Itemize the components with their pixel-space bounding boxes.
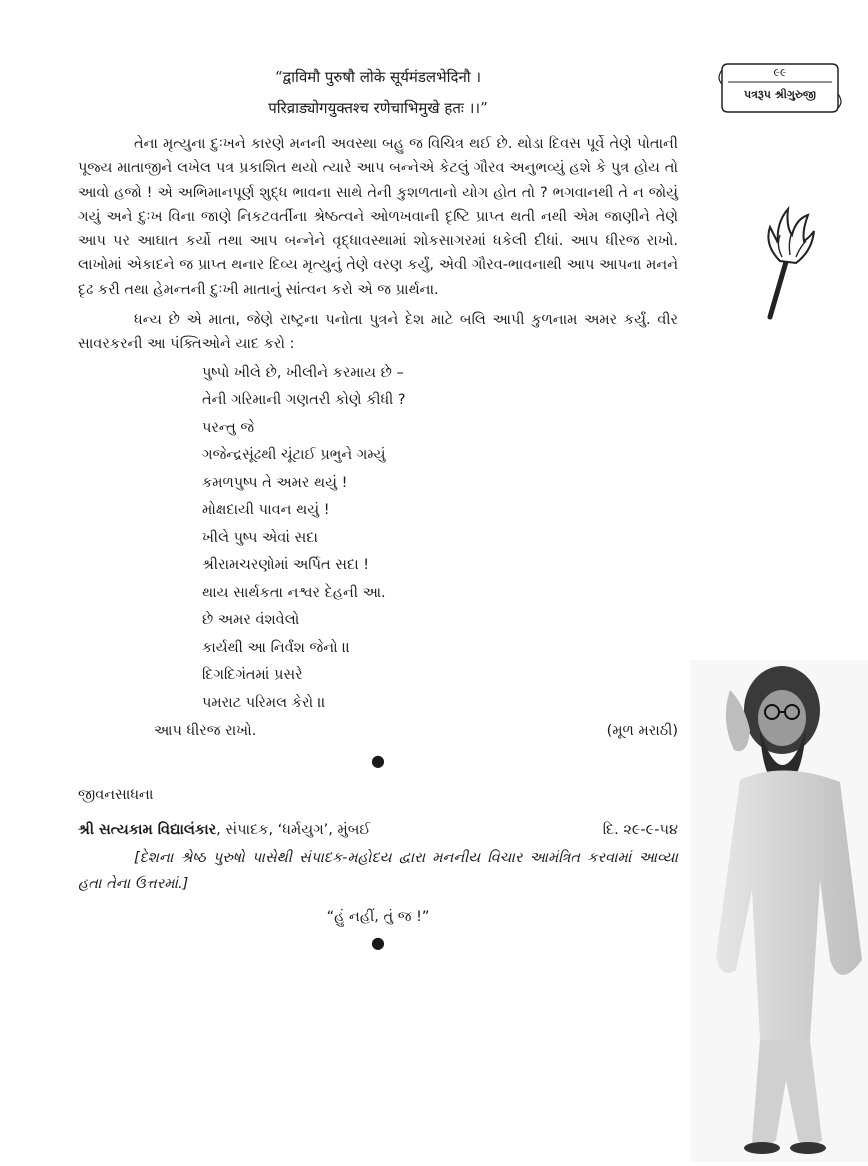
poem-line: પુષ્પો ખીલે છે, ખીલીને કરમાય છે – <box>202 364 404 381</box>
recipient-role: , સંપાદક, ‘ધર્મયુગ’, મુંબઈ <box>216 822 371 839</box>
torch-icon <box>758 205 818 325</box>
poem-line: ગજેન્દ્રસૂંઢથી ચૂંટાઈ પ્રભુને ગમ્યું <box>202 447 386 464</box>
poem-line: મોક્ષદાયી પાવન થયું ! <box>202 502 330 519</box>
poem-line: છે અમર વંશવેલો <box>202 612 300 629</box>
poem-line: તેની ગરિમાની ગણતરી કોણે કીધી ? <box>202 392 406 409</box>
page-header-scroll <box>718 58 842 118</box>
closing-text: આપ ધીરજ રાખો. <box>154 723 257 740</box>
poem-line: થાય સાર્થકતા નશ્વર દેહની આ. <box>202 584 386 601</box>
poem-line: કમળપુષ્પ તે અમર થયું ! <box>202 474 348 491</box>
poem-line: પમરાટ પરિમલ કેરો ।। <box>202 694 326 711</box>
poem-line: ખીલે પુષ્પ એવાં સદા <box>202 529 318 546</box>
poem-line: શ્રીરામચરણોમાં અર્પિત સદા ! <box>202 557 370 574</box>
sanskrit-verse-line: “द्वाविमौ पुरुषौ लोके सूर्यमंडलभेदिनौ । <box>274 68 482 86</box>
letter-date: દિ. ૨૯-૯-૫૪ <box>602 822 678 839</box>
closing-line <box>78 719 678 743</box>
paragraph: ધન્ય છે એ માતા, જેણે રાષ્ટ્રના પનોતા પુત્રને દેશ માટે બલિ આપી કુળનામ અમર કર્યું. વીર સાવરકરની આ પંક્તિઓને યાદ કરો : <box>78 312 678 353</box>
recipient-name: શ્રી સત્યકામ વિદ્યાલંકાર <box>78 822 217 839</box>
editorial-note: [દેશના શ્રેષ્ઠ પુરુષો પાસેથી સંપાદક-મહોદય દ્વારા મનનીય વિચાર આમંત્રિત કરવામાં આવ્યા હતા તેના ઉત્તરમાં.] <box>78 850 678 893</box>
poem-line: કાર્યથી આ નિર્વંશ જેનો ।। <box>202 639 350 656</box>
paragraph: તેના મૃત્યુના દુઃખને કારણે મનની અવસ્થા બહુ જ વિચિત્ર થઈ છે. થોડા દિવસ પૂર્વે તેણે પોતાની પૂજ્ય માતાજીને લખેલ પત્ર પ્રકાશિત થયો ત્યારે આપ બન્નેએ કેટલું ગૌરવ અનુભવ્યું હશે કે પુત્ર હોય તો આવો હજો ! એ અભિમાનપૂર્ણ શુદ્ધ ભાવના સાથે તેની કુશળતાનો યોગ હોત તો ? ભગવાનથી તે ન જોયું ગયું અને દુઃખ વિના જાણે નિકટવર્તીના શ્રેષ્ઠત્વને ઓળખવાની દૃષ્ટિ પ્રાપ્ત થતી નથી એમ જાણીને તેણે આપ પર આઘાત કર્યો તથા આપ બન્નેને વૃદ્ધાવસ્થામાં શોકસાગરમાં ધકેલી દીધાં. આપ ધીરજ રાખો. લાખોમાં એકાદને જ પ્રાપ્ત થનાર દિવ્ય મૃત્યુનું તેણે વરણ કર્યું, એવી ગૌરવ-ભાવનાથી આપ આપના મનને દૃઢ કરી તથા હેમન્તની દુઃખી માતાનું સાંત્વન કરો એ જ પ્રાર્થના. <box>78 136 678 298</box>
main-text <box>78 62 678 953</box>
section-heading: જીવનસાધના <box>78 787 154 804</box>
separator-bullet: ● <box>371 933 385 953</box>
page-number: ૯૯ <box>773 66 787 79</box>
letter-quote: “હું નહીં, તું જ !” <box>326 909 430 926</box>
original-language-note: (મૂળ મરાઠી) <box>606 723 678 740</box>
poem-line: પરન્તુ જે <box>202 419 255 436</box>
separator-bullet: ● <box>371 751 385 771</box>
running-title: પત્રરૂપ શ્રીગુરુજી <box>744 88 816 101</box>
letter-byline <box>78 817 678 843</box>
poem-line: દિગદિગંતમાં પ્રસરે <box>202 667 303 684</box>
poem <box>202 360 678 718</box>
guruji-photo <box>690 660 868 1162</box>
sanskrit-verse-line: परिव्राड्योगयुक्तश्च रणेचाभिमुखे हतः ।।” <box>268 99 488 117</box>
